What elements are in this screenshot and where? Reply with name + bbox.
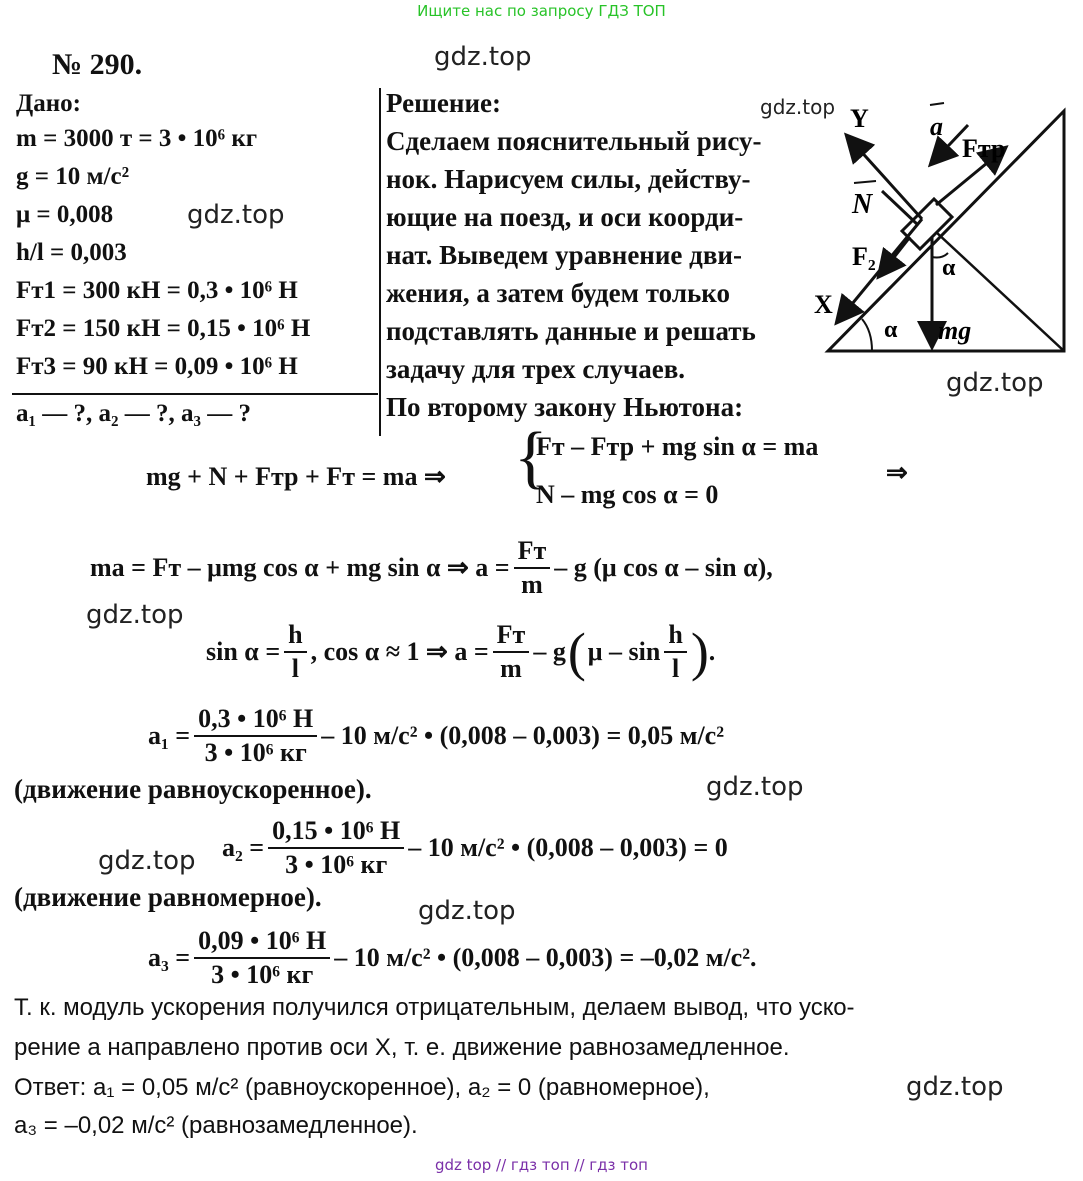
alpha-label-top: α	[942, 255, 956, 281]
ma-left: ma = Fт – μmg cos α + mg sin α ⇒ a =	[90, 553, 510, 582]
sin-right-b: μ – sin	[587, 637, 661, 666]
a2-note: (движение равномерное).	[14, 882, 322, 912]
header-link[interactable]: Ищите нас по запросу ГДЗ ТОП	[417, 2, 666, 20]
a3-calculation	[148, 926, 757, 990]
a2-left: a₂ =	[222, 833, 265, 862]
solution-line: ющие на поезд, и оси коорди-	[386, 202, 744, 232]
watermark: gdz.top	[434, 42, 532, 72]
solution-line: задачу для трех случаев.	[386, 354, 686, 384]
a1-note: (движение равноускоренное).	[14, 774, 372, 804]
given-line: m = 3000 т = 3 • 10⁶ кг	[16, 125, 258, 152]
given-line: Fт1 = 300 кН = 0,3 • 10⁶ Н	[16, 277, 298, 304]
solution-line: подставлять данные и решать	[386, 316, 756, 346]
watermark: gdz.top	[98, 846, 196, 876]
system-equation-2: N – mg cos α = 0	[536, 480, 719, 509]
given-title: Дано:	[16, 90, 81, 117]
sin-left: sin α =	[206, 637, 281, 666]
acceleration-label: a	[930, 112, 943, 141]
a1-left: a₁ =	[148, 721, 191, 750]
traction-arrow	[880, 237, 910, 275]
h-over-l-2: $\frac{h}{l}$	[664, 620, 686, 684]
a1-fraction: $\frac{\text{0,3 • 10⁶ Н}}{\text{3 • 10⁶ кг}}$	[194, 704, 317, 768]
given-line: Fт2 = 150 кН = 0,15 • 10⁶ Н	[16, 315, 311, 342]
force-diagram	[810, 95, 1078, 365]
traction-label: F₂	[852, 242, 876, 271]
watermark: gdz.top	[906, 1072, 1004, 1102]
a3-left: a₃ =	[148, 943, 191, 972]
base-angle-arc	[862, 319, 872, 351]
newton-equation	[146, 448, 446, 506]
solution-title: Решение:	[386, 88, 501, 118]
solution-line: нат. Выведем уравнение дви-	[386, 240, 742, 270]
given-line: μ = 0,008	[16, 201, 114, 228]
h-over-l: $\frac{h}{l}$	[284, 620, 306, 684]
watermark: gdz.top	[946, 368, 1044, 398]
ft-over-m: $\frac{Fт}{m}$	[514, 536, 551, 600]
watermark: gdz.top	[86, 600, 184, 630]
conclusion-line: Т. к. модуль ускорения получился отрицательным, делаем вывод, что ускo-	[14, 994, 855, 1021]
sin-mid: , cos α ≈ 1 ⇒ a =	[310, 637, 489, 666]
solution-line: жения, а затем будем только	[386, 278, 730, 308]
x-axis-label: X	[814, 290, 833, 319]
answer-line: Ответ: a₁ = 0,05 м/с² (равноускоренное), a₂ = 0 (равномерное),	[14, 1074, 710, 1101]
footer-link[interactable]: gdz top // гдз топ // гдз топ	[435, 1156, 648, 1174]
a1-right: – 10 м/с² • (0,008 – 0,003) = 0,05 м/с²	[321, 721, 725, 750]
given-line: h/l = 0,003	[16, 239, 127, 266]
a2-right: – 10 м/с² • (0,008 – 0,003) = 0	[408, 833, 728, 862]
ma-right: – g (μ cos α – sin α),	[554, 553, 773, 582]
a3-right: – 10 м/с² • (0,008 – 0,003) = –0,02 м/с².	[334, 943, 757, 972]
watermark: gdz.top	[760, 95, 836, 119]
column-divider	[379, 88, 381, 436]
watermark: gdz.top	[418, 896, 516, 926]
newton-vector-sum: mg + N + Fтр + Fт = ma ⇒	[146, 462, 446, 491]
normal-label: N	[852, 189, 873, 220]
solution-line: Сделаем пояснительный рису-	[386, 126, 762, 156]
gravity-label: mg	[938, 316, 972, 345]
given-divider	[12, 393, 378, 395]
y-axis-label: Y	[850, 104, 869, 133]
watermark: gdz.top	[187, 200, 285, 230]
a3-fraction: $\frac{\text{0,09 • 10⁶ Н}}{\text{3 • 10⁶ кг}}$	[194, 926, 330, 990]
ft-over-m-2: $\frac{Fт}{m}$	[493, 620, 530, 684]
a2-fraction: $\frac{\text{0,15 • 10⁶ Н}}{\text{3 • 10⁶ кг}}$	[268, 816, 404, 880]
conclusion-line: рение a направлено против оси X, т. е. движение равнозамедленное.	[14, 1034, 790, 1061]
sin-approx-formula: sin α = $\frac{h}{l}$ , cos α ≈ 1 ⇒ a = $\frac{Fт}{m}$ – g ( μ – sin $\frac{h}{l}$ ) .	[206, 620, 716, 683]
solution-line: нок. Нарисуем силы, действу-	[386, 164, 751, 194]
problem-number: № 290.	[52, 48, 143, 81]
system-equation-1: Fт – Fтр + mg sin α = ma	[536, 432, 819, 461]
sin-right-a: – g	[533, 637, 566, 666]
given-line: g = 10 м/с²	[16, 163, 130, 190]
watermark: gdz.top	[706, 772, 804, 802]
implies-symbol: ⇒	[886, 458, 908, 487]
acceleration-formula	[90, 536, 773, 600]
find-line: a₁ — ?, a₂ — ?, a₃ — ?	[16, 400, 251, 427]
solution-line: По второму закону Ньютона:	[386, 392, 744, 422]
system-brace: {	[514, 419, 548, 496]
answer-line: a₃ = –0,02 м/с² (равнозамедленное).	[14, 1112, 418, 1139]
given-line: Fт3 = 90 кН = 0,09 • 10⁶ Н	[16, 353, 298, 380]
a1-calculation	[148, 704, 724, 768]
friction-label: Fтр	[962, 134, 1006, 163]
a2-calculation	[222, 816, 728, 880]
alpha-label-base: α	[884, 317, 898, 343]
